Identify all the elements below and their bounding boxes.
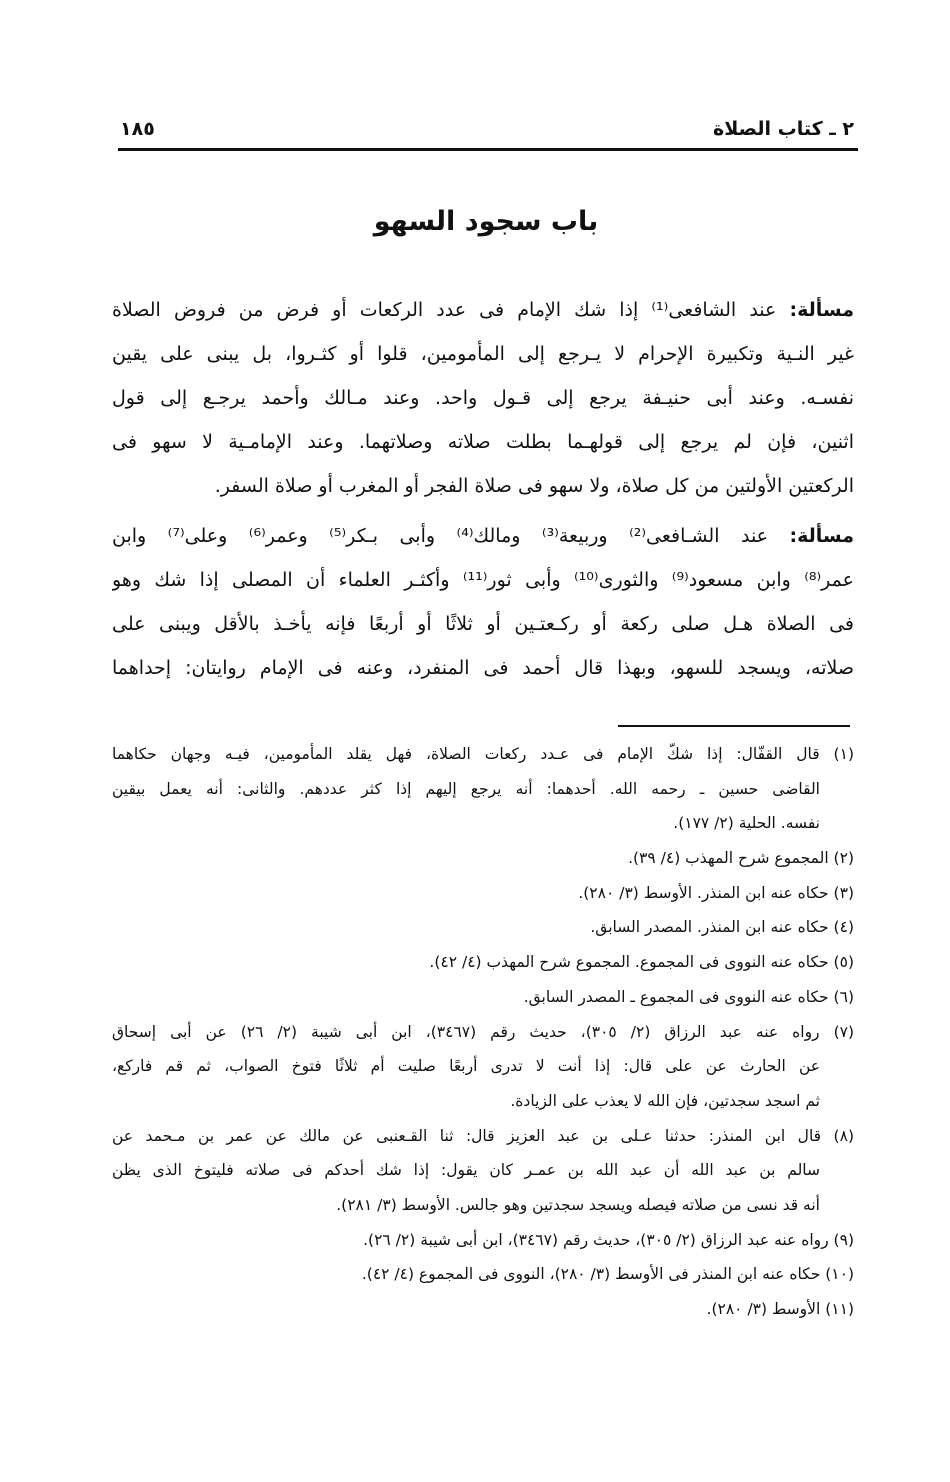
footnote-line: (١٠) حكاه عنه ابن المنذر فى الأوسط (٣/ ٢٨٠)، النووى فى المجموع (٤/ ٤٢). (361, 1265, 854, 1284)
footnote-rule (618, 725, 850, 727)
footnote (112, 980, 854, 1015)
paragraph (112, 288, 854, 508)
paragraph (112, 514, 854, 690)
paragraph-line (112, 514, 854, 558)
header-rule (118, 148, 858, 151)
issue-label: مسألة: (789, 525, 854, 547)
footnote-line: (٥) حكاه عنه النووى فى المجموع. المجموع شرح المهذب (٤/ ٤٢). (429, 953, 854, 972)
paragraph-line: نفسـه. وعند أبى حنيـفة يرجع إلى قـول واحد. وعند مـالك وأحمد يرجـع إلى قول (112, 387, 854, 409)
line-text: عند الشافعى⁽¹⁾ إذا شك الإمام فى عدد الركعات أو فرض من فروض الصلاة (112, 299, 790, 321)
footnote-line: نفسه. الحلية (٢/ ١٧٧). (673, 814, 820, 833)
footnote (112, 841, 854, 876)
paragraph-line: غير النـية وتكبيرة الإحرام لا يـرجع إلى المأمومين، قلوا أو كثـروا، بل يبنى على يقين (112, 343, 854, 365)
footnote (112, 876, 854, 911)
paragraph-line: عمر⁽⁸⁾ وابن مسعود⁽⁹⁾ والثورى⁽¹⁰⁾ وأبى ثور⁽¹¹⁾ وأكثـر العلماء أن المصلى إذا شك وهو (112, 569, 854, 591)
footnote (112, 1292, 854, 1327)
footnote-line: (١١) الأوسط (٣/ ٢٨٠). (706, 1300, 854, 1318)
paragraph-line: صلاته، ويسجد للسهو، وبهذا قال أحمد فى المنفرد، وعنه فى الإمام روايتان: إحداهما (112, 657, 854, 679)
footnote-line: عن الحارث عن على قال: إذا أنت لا تدرى أربعًا صليت أم ثلاثًا فتوخ الصواب، ثم قم فاركع، (112, 1057, 820, 1076)
footnote-line: (٢) المجموع شرح المهذب (٤/ ٣٩). (628, 849, 854, 868)
footnote-line: (٤) حكاه عنه ابن المنذر. المصدر السابق. (590, 918, 854, 937)
footnote-line: أنه قد نسى من صلاته فيصله ويسجد سجدتين وهو جالس. الأوسط (٣/ ٢٨١). (336, 1195, 820, 1214)
page-number: ١٨٥ (120, 118, 155, 140)
running-title: ٢ ـ كتاب الصلاة (713, 118, 854, 140)
footnote (112, 1015, 854, 1119)
footnote-line: (٣) حكاه عنه ابن المنذر. الأوسط (٣/ ٢٨٠). (578, 883, 854, 902)
footnote-line: سالم بن عبد الله أن عبد الله بن عمـر كان يقول: إذا شك أحدكم فى صلاته فليتوخ الذى يظن (112, 1161, 820, 1180)
footnote (112, 1257, 854, 1292)
footnote (112, 910, 854, 945)
paragraph-line: الركعتين الأولتين من كل صلاة، ولا سهو فى صلاة الفجر أو المغرب أو صلاة السفر. (214, 475, 854, 497)
footnote (112, 945, 854, 980)
footnote-line: (٧) رواه عنه عبد الرزاق (٢/ ٣٠٥)، حديث رقم (٣٤٦٧)، ابن أبى شيبة (٢/ ٢٦) عن أبى إسحاق (112, 1022, 854, 1041)
issue-label: مسألة: (789, 299, 854, 321)
paragraph-line: اثنين، فإن لم يرجع إلى قولهـما بطلت صلاته وصلاتهما. وعند الإمامـية لا سهو فى (112, 431, 854, 453)
footnotes (112, 737, 854, 1327)
paragraph-line: فى الصلاة هـل صلى ركعة أو ركـعتـين أو ثلاثًا أو أربعًا فإنه يأخـذ بالأقل ويبنى على (112, 613, 854, 635)
footnote-line: (١) قال القفّال: إذا شكّ الإمام فى عـدد ركعات الصلاة، فهل يقلد المأمومين، فيـه وجهان حكاهما (112, 745, 854, 763)
line-text: عند الشـافعى⁽²⁾ وربيعة⁽³⁾ ومالك⁽⁴⁾ وأبى بـكر⁽⁵⁾ وعمر⁽⁶⁾ وعلى⁽⁷⁾ وابن (112, 525, 790, 547)
footnote-line: (٨) قال ابن المنذر: حدثنا عـلى بن عبد العزيز قال: ثنا القـعنبى عن مالك عن عمر بن مـحمد عن (112, 1126, 854, 1145)
footnote-line: ثم اسجد سجدتين، فإن الله لا يعذب على الزيادة. (510, 1091, 820, 1110)
footnote (112, 1223, 854, 1258)
body-text (112, 288, 854, 690)
paragraph-line (112, 288, 854, 332)
footnote-line: (٩) رواه عنه عبد الرزاق (٢/ ٣٠٥)، حديث رقم (٣٤٦٧)، ابن أبى شيبة (٢/ ٢٦). (363, 1230, 854, 1249)
footnote-line: (٦) حكاه عنه النووى فى المجموع ـ المصدر السابق. (523, 987, 854, 1006)
chapter-title: باب سجود السهو (373, 206, 599, 237)
footnote-line: القاضى حسين ـ رحمه الله. أحدهما: أنه يرجع إليهم إذا كثر عددهم. والثانى: أنه يعمل بيقين (112, 779, 820, 798)
running-header (118, 114, 854, 148)
footnote (112, 737, 854, 841)
footnote (112, 1119, 854, 1223)
